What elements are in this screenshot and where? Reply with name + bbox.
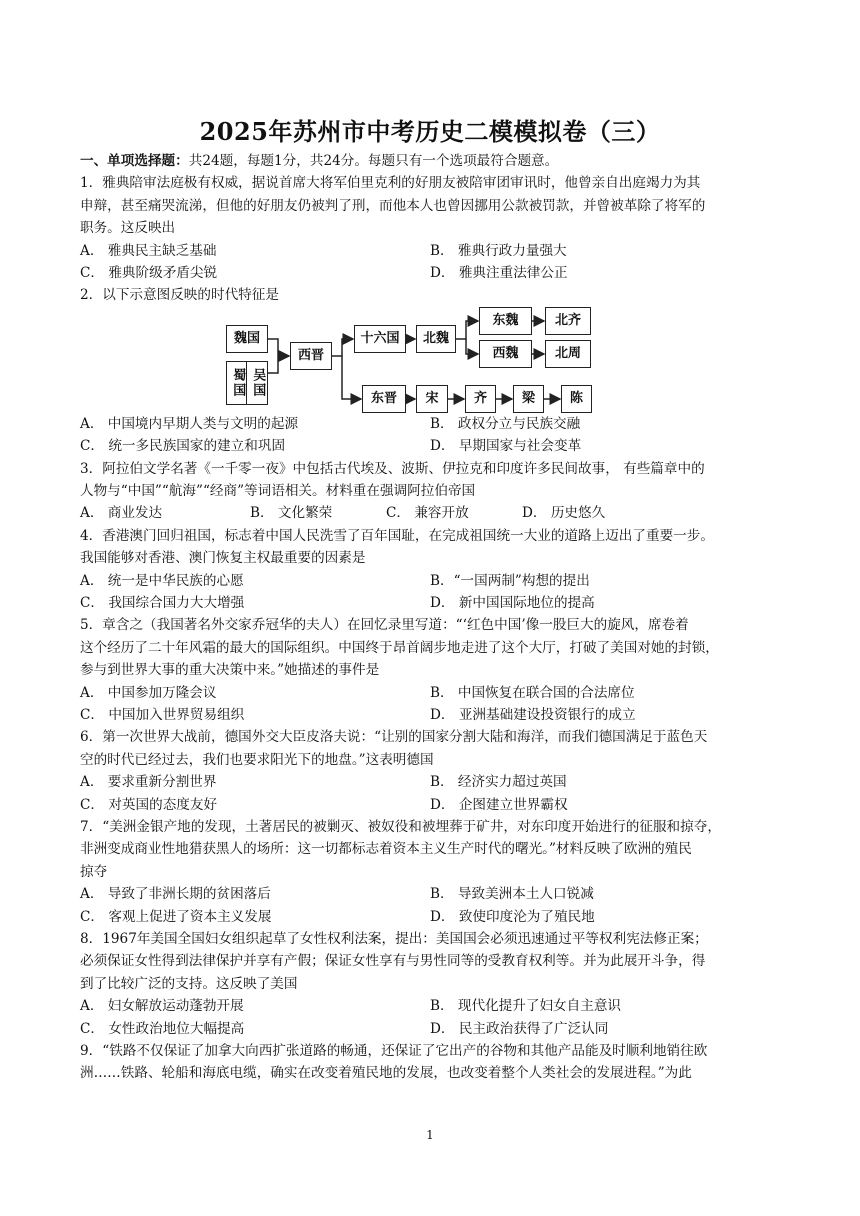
question-line: 人物与“中国”“航海”“经商”等词语相关。材料重在强调阿拉伯帝国: [80, 483, 476, 499]
question-2: [80, 284, 780, 457]
box-beiqi: 北齐: [545, 307, 591, 335]
box-dongwei: 东魏: [479, 307, 532, 335]
box-shiliuguo: 十六国: [354, 325, 406, 353]
option-c[interactable]: C． 中国加入世界贸易组织: [80, 707, 245, 723]
question-line: 职务。这反映出: [80, 220, 176, 237]
option-c[interactable]: C． 雅典阶级矛盾尖锐: [80, 265, 218, 282]
option-d[interactable]: D． 早期国家与社会变革: [430, 438, 582, 455]
question-4: [80, 525, 780, 615]
box-xijin: 西晋: [290, 342, 332, 370]
option-a[interactable]: A． 商业发达: [80, 505, 163, 522]
box-wu: 吴国: [246, 361, 268, 405]
question-line: 非洲变成商业性地猎获黑人的场所：这一切都标志着资本主义生产时代的曙光。”材料反映了欧洲的殖民: [80, 841, 692, 858]
question-line: 这个经历了二十年风霜的最大的国际组织。中国终于昂首阔步地走进了这个大厅，打破了美国对她的封锁，: [80, 639, 719, 656]
option-c[interactable]: C． 对英国的态度友好: [80, 796, 218, 813]
question-line: 4．香港澳门回归祖国，标志着中国人民洗雪了百年国耻，在完成祖国统一大业的道路上迈出了重要一步。: [80, 527, 714, 544]
option-a[interactable]: A． 导致了非洲长期的贫困落后: [80, 886, 271, 903]
option-d[interactable]: D． 亚洲基础建设投资银行的成立: [430, 707, 636, 723]
option-c[interactable]: C． 统一多民族国家的建立和巩固: [80, 438, 286, 455]
question-line: 参与到世界大事的重大决策中来。”她描述的事件是: [80, 662, 380, 679]
question-line: 我国能够对香港、澳门恢复主权最重要的因素是: [80, 550, 366, 567]
question-line: 7．“美洲金银产地的发现，土著居民的被剿灭、被奴役和被埋葬于矿井，对东印度开始进行的征服和掠夺，: [80, 818, 721, 835]
box-beizhou: 北周: [545, 340, 591, 368]
box-liang: 梁: [513, 385, 544, 413]
section-header: [80, 150, 780, 172]
option-d[interactable]: D． 新中国国际地位的提高: [430, 595, 595, 611]
page-number: 1: [426, 1128, 434, 1142]
option-b[interactable]: B． 文化繁荣: [250, 505, 333, 522]
option-a[interactable]: A． 雅典民主缺乏基础: [80, 242, 217, 259]
box-song: 宋: [416, 385, 448, 413]
question-line: 5．章含之（我国著名外交家乔冠华的夫人）在回忆录里写道：“‘红色中国’像一股巨大的旋风，席卷着: [80, 617, 689, 634]
option-d[interactable]: D． 企图建立世界霸权: [430, 796, 568, 813]
question-8: [80, 928, 780, 1040]
question-9: [80, 1040, 780, 1085]
question-line: 8．1967年美国全国妇女组织起草了女性权利法案，提出：美国国会必须迅速通过平等权利宪法修正案；: [80, 930, 708, 947]
option-c[interactable]: C． 我国综合国力大大增强: [80, 595, 245, 611]
question-line: 掠夺: [80, 863, 108, 880]
option-d[interactable]: D． 雅典注重法律公正: [430, 265, 568, 282]
question-line: 2．以下示意图反映的时代特征是: [80, 287, 279, 304]
option-b[interactable]: B．“一国两制”构想的提出: [430, 572, 590, 589]
option-a[interactable]: A． 妇女解放运动蓬勃开展: [80, 998, 244, 1015]
question-line: 到了比较广泛的支持。这反映了美国: [80, 975, 298, 992]
box-xiwei: 西魏: [479, 340, 532, 368]
question-line: 9．“铁路不仅保证了加拿大向西扩张道路的畅通，还保证了它出产的谷物和其他产品能及时顺利地销往欧: [80, 1042, 708, 1059]
section-text: 共24题，每题1分，共24分。每题只有一个选项最符合题意。: [188, 153, 559, 169]
box-shu: 蜀国: [226, 361, 248, 405]
question-6: [80, 726, 780, 816]
option-d[interactable]: D． 历史悠久: [522, 505, 606, 522]
question-line: 必须保证女性得到法律保护并享有产假；保证女性享有与男性同等的受教育权利等。并为此展开斗争，得: [80, 953, 706, 970]
option-a[interactable]: A． 中国参加万隆会议: [80, 684, 217, 701]
question-1: [80, 172, 780, 284]
box-dongjin: 东晋: [362, 385, 406, 413]
question-line: 3．阿拉伯文学名著《一千零一夜》中包括古代埃及、波斯、伊拉克和印度许多民间故事， 有些篇章中的: [80, 460, 705, 477]
option-b[interactable]: B． 雅典行政力量强大: [430, 242, 567, 259]
option-b[interactable]: B． 经济实力超过英国: [430, 774, 567, 791]
option-b[interactable]: B． 政权分立与民族交融: [430, 415, 581, 432]
option-b[interactable]: B． 中国恢复在联合国的合法席位: [430, 684, 635, 701]
question-line: 申辩，甚至痛哭流涕，但他的好朋友仍被判了刑，而他本人也曾因挪用公款被罚款，并曾被革除了将军的: [80, 197, 706, 214]
box-wei: 魏国: [226, 325, 268, 353]
dynasty-diagram: [226, 311, 606, 407]
question-line: 1．雅典陪审法庭极有权威，据说首席大将军伯里克利的好朋友被陪审团审讯时，他曾亲自出庭竭力为其: [80, 175, 701, 192]
exam-content: [80, 150, 780, 1085]
option-d[interactable]: D． 致使印度沦为了殖民地: [430, 908, 595, 925]
option-c[interactable]: C． 兼容开放: [386, 505, 469, 522]
option-c[interactable]: C． 女性政治地位大幅提高: [80, 1020, 245, 1037]
question-line: 洲……铁路、轮船和海底电缆，确实在改变着殖民地的发展，也改变着整个人类社会的发展进程。”为此: [80, 1065, 692, 1082]
question-5: [80, 614, 780, 726]
box-qi: 齐: [465, 385, 496, 413]
option-b[interactable]: B． 现代化提升了妇女自主意识: [430, 998, 622, 1015]
option-a[interactable]: A． 统一是中华民族的心愿: [80, 572, 244, 589]
option-a[interactable]: A． 要求重新分割世界: [80, 774, 217, 791]
box-chen: 陈: [561, 385, 592, 413]
question-line: 空的时代已经过去，我们也要求阳光下的地盘。”这表明德国: [80, 751, 434, 768]
option-a[interactable]: A． 中国境内早期人类与文明的起源: [80, 415, 299, 432]
option-c[interactable]: C． 客观上促进了资本主义发展: [80, 908, 272, 925]
question-line: 6．第一次世界大战前，德国外交大臣皮洛夫说：“让别的国家分割大陆和海洋，而我们德国满足于蓝色天: [80, 729, 708, 746]
question-7: [80, 816, 780, 928]
option-b[interactable]: B． 导致美洲本土人口锐减: [430, 886, 594, 903]
box-beiwei: 北魏: [416, 325, 456, 353]
question-3: [80, 458, 780, 525]
option-d[interactable]: D． 民主政治获得了广泛认同: [430, 1020, 609, 1037]
page-title: 2025年苏州市中考历史二模模拟卷（三）: [199, 117, 661, 146]
section-label: 一、单项选择题：: [80, 153, 189, 169]
